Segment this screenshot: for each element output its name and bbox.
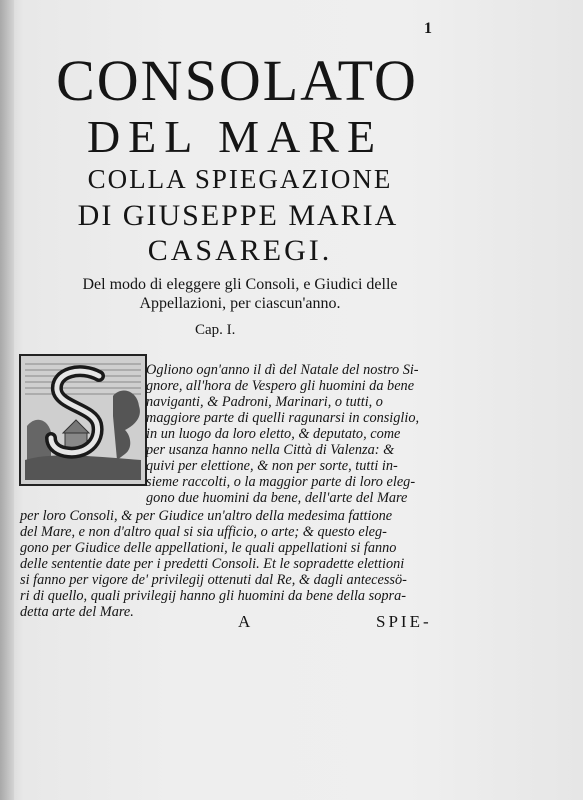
body-line: Ogliono ogn'anno il dì del Natale del nostro Si- — [146, 362, 419, 378]
page-gutter — [0, 0, 14, 800]
body-line: detta arte del Mare. — [20, 604, 134, 620]
title-line-4: DI GIUSEPPE MARIA — [77, 199, 399, 232]
title-line-3: COLLA SPIEGAZIONE — [87, 164, 393, 194]
body-line: gono due huomini da bene, dell'arte del Mare — [146, 490, 408, 506]
body-line: naviganti, & Padroni, Marinari, o tutti, o — [146, 394, 383, 410]
body-line: maggiore parte di quelli ragunarsi in consiglio, — [146, 410, 420, 426]
body-line: sieme raccolti, o la maggior parte di loro eleg- — [146, 474, 416, 490]
body-line: del Mare, e non d'altro qual si sia ufficio, o arte; & questo eleg- — [20, 524, 387, 540]
signature-mark: A — [238, 612, 251, 631]
body-line: per usanza hanno nella Città di Valenza: & — [146, 442, 395, 458]
body-line: in un luogo da loro eletto, & deputato, come — [146, 426, 401, 442]
body-line: ri di quello, quali privilegij hanno gli huomini da bene della sopra- — [20, 588, 406, 604]
body-line: per loro Consoli, & per Giudice un'altro della medesima fattione — [20, 508, 393, 524]
title-line-2: DEL MARE — [86, 111, 384, 162]
body-line: gnore, all'hora de Vespero gli huomini da bene — [146, 378, 415, 394]
body-line: quivi per elettione, & non per sorte, tutti in- — [146, 458, 398, 474]
chapter-heading: Cap. I. — [195, 322, 236, 338]
title-line-5: CASAREGI. — [147, 234, 333, 267]
subtitle-line-1: Del modo di eleggere gli Consoli, e Giudici delle — [82, 276, 398, 293]
catchword: SPIE- — [376, 612, 432, 631]
page-number: 1 — [424, 20, 432, 37]
title-line-1: CONSOLATO — [56, 48, 418, 113]
woodcut-initial-icon — [21, 356, 145, 484]
body-line: gono per Giudice delle appellationi, le quali appellationi si fanno — [20, 540, 397, 556]
body-line: si fanno per vigore de' privilegij ottenuti dal Re, & dagli antecessö- — [20, 572, 407, 588]
subtitle-line-2: Appellazioni, per ciascun'anno. — [139, 295, 341, 312]
body-line: delle sententie date per i predetti Consoli. Et le sopradette elettioni — [20, 556, 405, 572]
decorated-initial-s-image — [19, 354, 147, 486]
subtitle — [20, 275, 460, 313]
